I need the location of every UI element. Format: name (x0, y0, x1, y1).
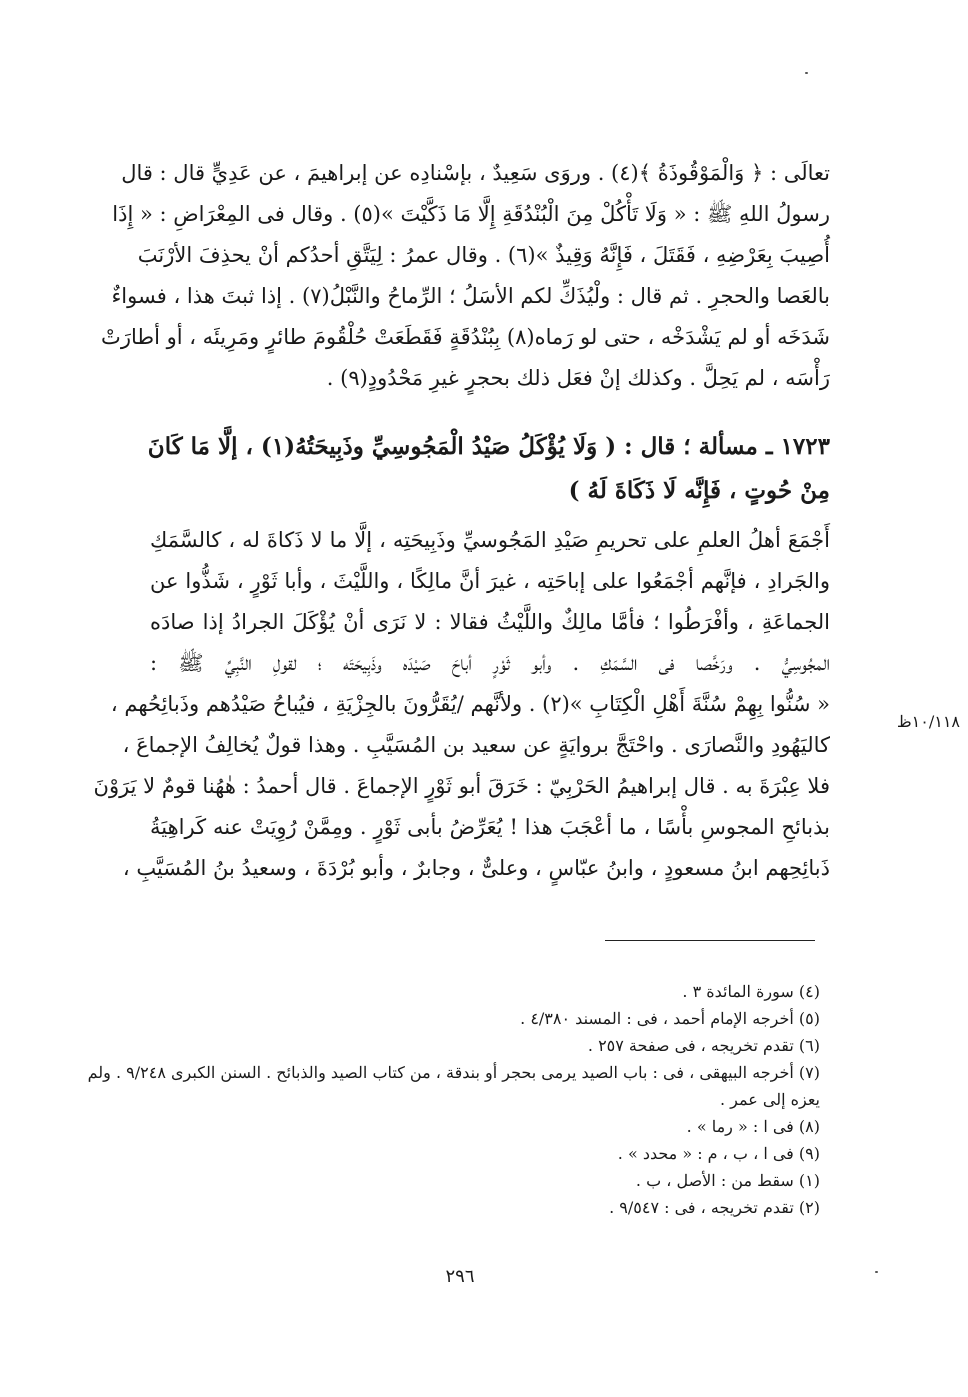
footnote-continuation: يعزه إلى عمر . (719, 1090, 820, 1109)
scan-speck (875, 1271, 878, 1273)
text-line: أُصِيبَ بِعَرْضِهِ ، فَقَتَلَ ، فَإِنَّهُ وَقِيذٌ »(٦) . وقال عمرُ : لِيَتَّقِ أحدُكم أنْ يحذِفَ الأرْنَبَ (137, 243, 830, 267)
text-line: الجماعَةِ ، وأفْرَطُوا ؛ فأمَّا مالِكٌ واللَّيْثُ فقالا : لا نَرَى أنْ يُؤْكَلَ الجرادُ إذا صادَه (150, 610, 830, 634)
footnote: (٩) فى ا ، ب ، م : « محدد » . (617, 1144, 820, 1163)
paragraph-1 (101, 153, 830, 399)
footnote: (٨) فى ا : « رما » . (686, 1117, 820, 1136)
text-line: والجَرادِ ، فإنَّهم أجْمَعُوا على إباحَتِه ، غيرَ أنَّ مالِكًا ، واللَّيْثَ ، وأبا ثَوْرٍ ، شَذُّوا عن (150, 569, 830, 593)
heading-line: ١٧٢٣ ـ مسألة ؛ قال : ( وَلَا يُؤْكَلُ صَيْدُ الْمَجُوسِيِّ وذَبِيحَتُهُ(١) ، إلَّا مَا كَانَ (147, 433, 830, 460)
text-line: بذبائحِ المجوسِ بأْسًا ، ما أعْجَبَ هذا ! يُعَرِّضُ بأبى ثَوْرٍ . ومِمَّنْ رُوِيَتْ عنه كَراهِيَةُ (150, 815, 830, 839)
text-line: فلا عِبْرَةَ به . قال إبراهيمُ الحَرْبِيّ : خَرَقَ أبو ثَوْرٍ الإجماعَ . قال أحمدُ : هٰهُنا قومٌ لا يَرَوْنَ (93, 774, 830, 798)
text-line: رَأْسَه ، لم يَحِلَّ . وكذلك إنْ فعَل ذلك بحجرٍ غيرِ مَحْدُودٍ(٩) . (326, 366, 830, 390)
scan-speck (805, 72, 808, 74)
manuscript-folio-marker: ١٠/١١٨ظ (896, 712, 960, 731)
text-line: كاليَهُودِ والنَّصارَى . واحْتَجَّ بروايَةٍ عن سعيد بن المُسَيَّبِ . وهذا قولٌ يُخالِفُ الإجماعَ ، (122, 733, 830, 757)
footnote: (٧) أخرجه البيهقى ، فى : باب الصيد يرمى بحجر أو بندقة ، من كتاب الصيد والذبائح . السنن الكبرى ٩/٢٤٨ . ولم (87, 1063, 820, 1082)
footnotes (87, 978, 820, 1221)
footnote: (٦) تقدم تخريجه ، فى صفحة ٢٥٧ . (587, 1036, 820, 1055)
text-line: أَجْمَعَ أهلُ العلمِ على تحريمِ صَيْدِ المَجُوسيِّ وذَبِيحَتِه ، إلَّا ما لا ذَكاةَ له ، كالسَّمَكِ (150, 528, 830, 552)
text-line: ذَبائِحِهم ابنُ مسعودٍ ، وابنُ عبّاسٍ ، وعلىٌّ ، وجابرٌ ، وأبو بُرْدَةَ ، وسعيدُ بنُ المُسَيَّبِ ، (122, 856, 830, 880)
footnote: (١) سقط من : الأصل ، ب . (635, 1171, 820, 1190)
footnote: (٢) تقدم تخريجه ، فى : ٩/٥٤٧ . (609, 1198, 820, 1217)
footnote-divider (605, 940, 815, 941)
paragraph-2 (93, 520, 830, 889)
text-line: شَدَخَه أو لم يَشْدَخْه ، حتى لو رَماه(٨) بِبُنْدُقَةٍ فَقَطَعَتْ حُلْقُومَ طائرٍ ومَرِيئَه ، أو أطارَتْ (101, 325, 830, 349)
text-line: تعالَى : ﴿ وَالْمَوْقُوذَةُ ﴾(٤) . وروَى سَعِيدٌ ، بإسْنادِه عن إبراهيمَ ، عن عَدِيٍّ قال : قال (121, 161, 830, 185)
text-line: المجُوسِيُّ . ورَخَّصا فى السَّمَكِ . وأبو ثَوْرٍ أباحَ صَيْدَه وذَبِيحَتَه ؛ لقولِ النَّبِيِّ ﷺ : (150, 651, 830, 675)
text-line: بالعَصا والحجرِ . ثم قال : ولْيُذَكِّ لكم الأسَلُ ؛ الرِّماحُ والنَّبْلُ(٧) . إذا ثبتَ هذا ، فسواءٌ (111, 284, 830, 308)
issue-heading (147, 425, 830, 513)
text-line: رسولُ اللهِ ﷺ : « وَلَا تَأْكُلْ مِنَ الْبُنْدُقَةِ إِلَّا مَا ذَكَّيْتَ »(٥) . وقال فى المِعْرَاضِ : « إِذَا (112, 202, 830, 226)
text-line: « سُنُّوا بِهِمْ سُنَّةَ أَهْلِ الْكِتَابِ »(٢) . ولأنَّهم /يُقَرُّونَ بالجِزْيَةِ ، فيُباحُ صَيْدُهم وذَبائِحُهم ، (110, 692, 830, 716)
page-number: ٢٩٦ (445, 1266, 475, 1287)
footnote: (٤) سورة المائدة ٣ . (682, 982, 820, 1001)
heading-line: مِنْ حُوتٍ ، فَإِنَّه لَا ذَكَاةَ لَهُ ) (568, 477, 830, 504)
footnote: (٥) أخرجه الإمام أحمد ، فى : المسند ٤/٣٨٠ . (520, 1009, 820, 1028)
